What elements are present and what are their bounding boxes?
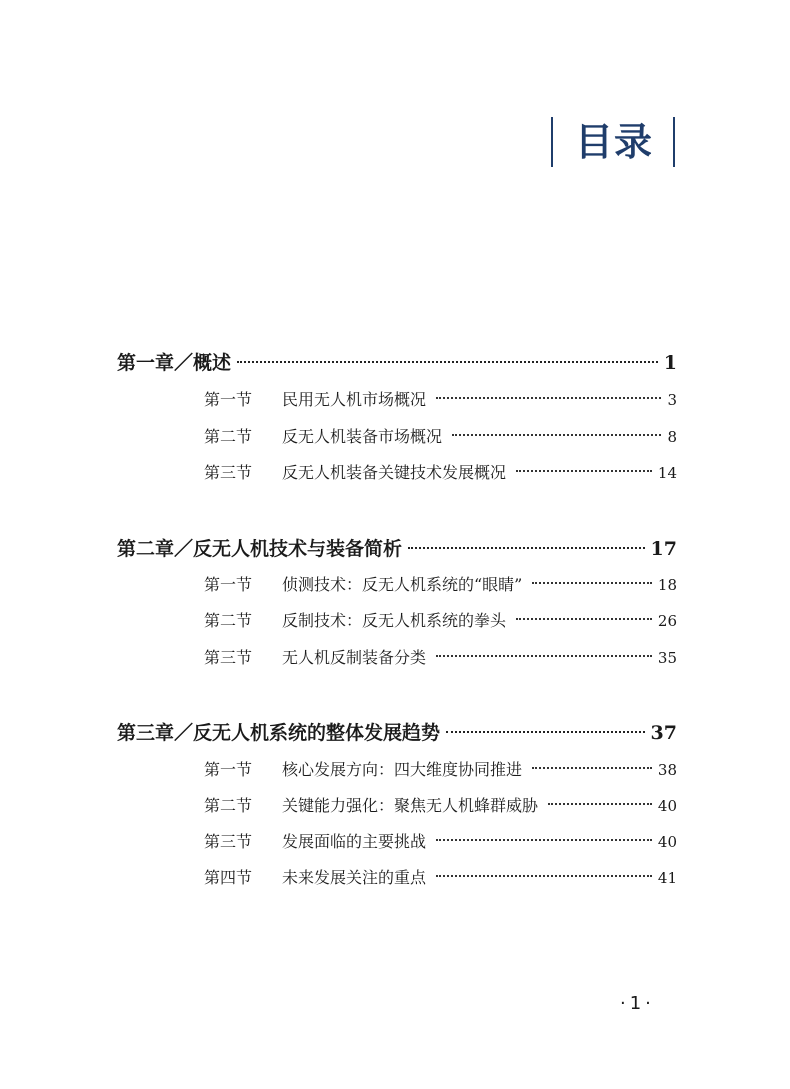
toc-section-3-3[interactable] — [204, 829, 677, 852]
section-page: 40 — [657, 833, 677, 851]
section-number: 第一节 — [204, 760, 253, 779]
section-title: 侦测技术：反无人机系统的“眼睛” — [282, 575, 523, 594]
chapter-label: 第三章／反无人机系统的整体发展趋势 — [117, 722, 441, 744]
section-number: 第二节 — [204, 611, 253, 630]
chapter-label: 第一章／概述 — [117, 352, 232, 374]
dot-leader — [408, 547, 645, 549]
section-page: 26 — [657, 612, 677, 630]
section-title: 民用无人机市场概况 — [282, 390, 427, 409]
toc-section-3-4[interactable] — [204, 865, 677, 888]
dot-leader — [548, 803, 652, 805]
dot-leader — [436, 875, 652, 877]
toc-section-2-2[interactable] — [204, 608, 677, 631]
section-title: 发展面临的主要挑战 — [282, 832, 427, 851]
section-title: 关键能力强化：聚焦无人机蜂群威胁 — [282, 796, 539, 815]
toc-section-2-3[interactable] — [204, 645, 677, 668]
toc-section-2-1[interactable] — [204, 572, 677, 595]
dot-leader — [446, 731, 645, 733]
page-title: 目录 — [575, 120, 654, 164]
toc-section-1-2[interactable] — [204, 424, 677, 447]
section-page: 35 — [657, 649, 677, 667]
section-page: 40 — [657, 797, 677, 815]
section-page: 14 — [657, 464, 677, 482]
section-title: 无人机反制装备分类 — [282, 648, 427, 667]
section-title: 核心发展方向：四大维度协同推进 — [282, 760, 523, 779]
dot-leader — [237, 361, 658, 363]
toc-section-3-1[interactable] — [204, 757, 677, 780]
section-title: 反制技术：反无人机系统的拳头 — [282, 611, 507, 630]
chapter-label: 第二章／反无人机技术与装备简析 — [117, 538, 403, 560]
chapter-page: 17 — [650, 538, 677, 560]
dot-leader — [452, 434, 661, 436]
section-page: 41 — [657, 869, 677, 887]
section-page: 18 — [657, 576, 677, 594]
chapter-page: 37 — [650, 722, 677, 744]
section-page: 3 — [667, 391, 677, 409]
section-title: 未来发展关注的重点 — [282, 868, 427, 887]
toc-chapter-1[interactable] — [117, 348, 677, 375]
dot-leader — [532, 582, 652, 584]
section-number: 第三节 — [204, 832, 253, 851]
dot-leader — [436, 397, 661, 399]
toc-title-block — [551, 117, 675, 167]
toc-chapter-2[interactable] — [117, 534, 677, 561]
section-number: 第四节 — [204, 868, 253, 887]
section-title: 反无人机装备市场概况 — [282, 427, 443, 446]
section-page: 8 — [667, 428, 677, 446]
section-number: 第二节 — [204, 796, 253, 815]
chapter-page: 1 — [663, 352, 677, 374]
section-number: 第一节 — [204, 575, 253, 594]
dot-leader — [532, 767, 652, 769]
toc-section-3-2[interactable] — [204, 793, 677, 816]
dot-leader — [516, 470, 652, 472]
toc-section-1-1[interactable] — [204, 387, 677, 410]
dot-leader — [436, 655, 652, 657]
section-number: 第三节 — [204, 463, 253, 482]
title-right-rule — [673, 117, 675, 167]
section-number: 第三节 — [204, 648, 253, 667]
toc-section-1-3[interactable] — [204, 460, 677, 483]
toc-chapter-3[interactable] — [117, 718, 677, 745]
section-title: 反无人机装备关键技术发展概况 — [282, 463, 507, 482]
page-number: ·1· — [620, 993, 655, 1014]
dot-leader — [436, 839, 652, 841]
section-number: 第二节 — [204, 427, 253, 446]
dot-leader — [516, 618, 652, 620]
section-number: 第一节 — [204, 390, 253, 409]
section-page: 38 — [657, 761, 677, 779]
